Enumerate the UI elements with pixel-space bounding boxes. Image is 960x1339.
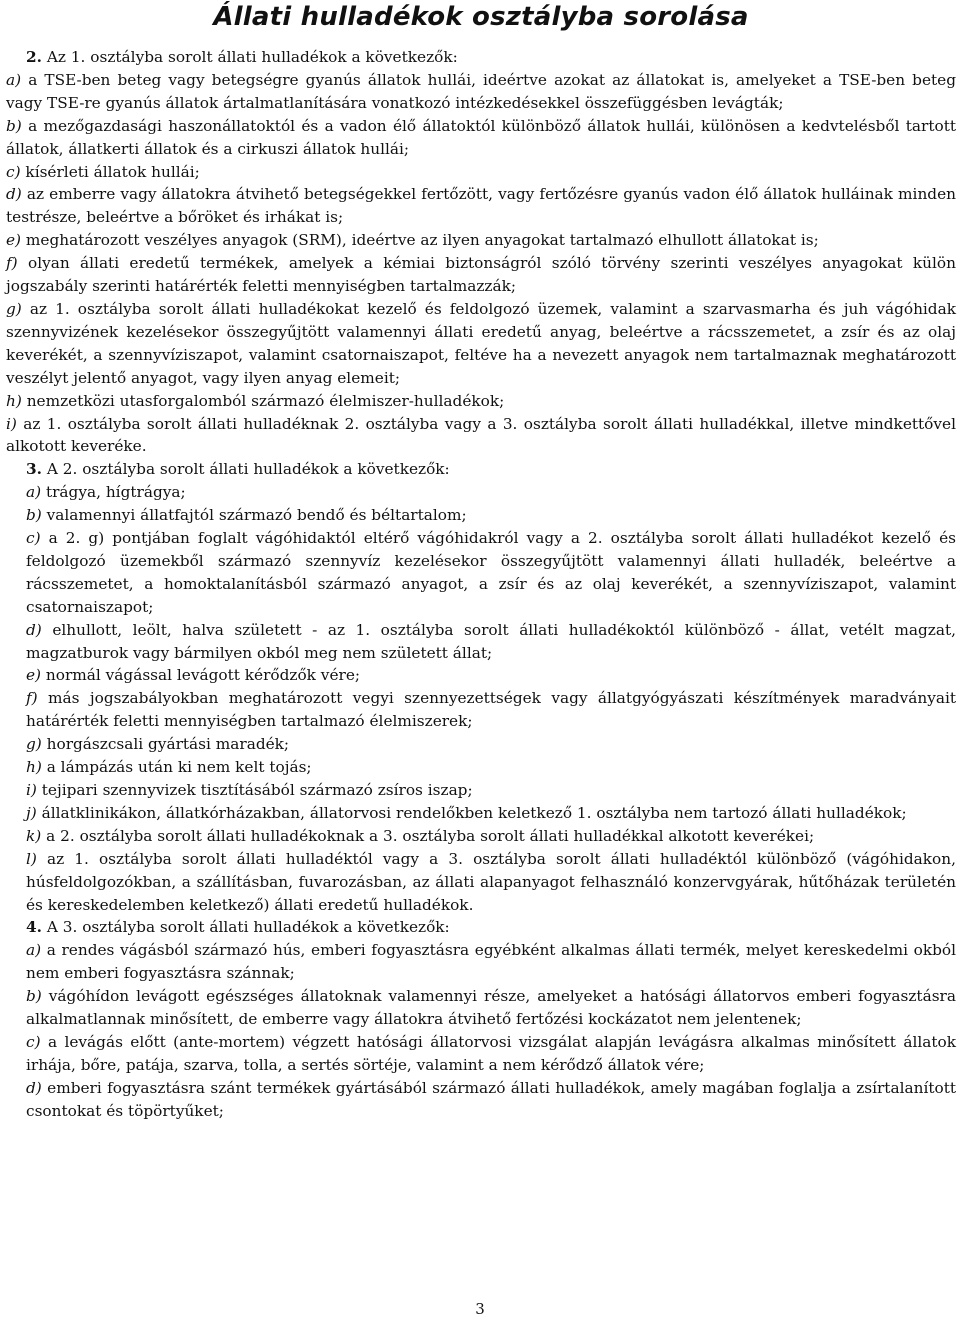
list-item [6,756,956,779]
item-text: vágóhídon levágott egészséges állatoknak valamennyi része, amelyeket a hatósági állatorvos emberi fogyasztásra alkalmatlannak minősített, de emberre vagy állatokra átvihető fertőzési kockázatot nem jelentenek; [26,987,956,1029]
item-label: e) [6,231,22,250]
item-label: c) [26,529,41,548]
item-text: nemzetközi utasforgalomból származó élelmiszer-hulladékok; [26,391,505,410]
item-label: b) [26,987,42,1006]
list-item [6,664,956,687]
item-label: c) [26,1032,41,1051]
list-item [6,413,956,459]
item-text: meghatározott veszélyes anyagok (SRM), ideértve az ilyen anyagokat tartalmazó elhullott állatokat is; [25,231,819,250]
page-title: Állati hulladékok osztályba sorolása [213,2,749,32]
list-item [6,527,956,619]
item-text: a mezőgazdasági haszonállatoktól és a vadon élő állatoktól különböző állatok hullái, különösen a kedvtelésből tartott állatok, állatkerti állatok és a cirkuszi állatok hullái; [6,116,956,158]
item-text: a 2. g) pontjában foglalt vágóhidaktól eltérő vágóhidakról vagy a 2. osztályba sorolt állati hulladékot kezelő és feldolgozó üzemekből származó szennyvíz kezelésekor összegyűjtött valamennyi állati hulladék, beleértve a rácsszemetet, a homoktalanításból származó anyagot, a zsír és az olaj keverékét, a szennyvíziszapot, valamint csatornaiszapot; [26,529,956,616]
item-text: Az 1. osztályba sorolt állati hulladékok a következők: [46,48,458,66]
list-item [6,848,956,917]
item-text: az 1. osztályba sorolt állati hulladéknak 2. osztályba vagy a 3. osztályba sorolt állati hulladékkal, illetve mindkettővel alkotott keveréke. [6,414,956,456]
document-body [6,46,956,1123]
item-label: d) [26,620,42,639]
item-text: az 1. osztályba sorolt állati hulladékokat kezelő és feldolgozó üzemek, valamint a szarvasmarha és juh vágóhidak szennyvizének kezelésekor összegyűjtött valamennyi állati eredetű anyag, beleértve a rácsszemetet, a zsír és az olaj keverékét, a szennyvíziszapot, valamint csatornaiszapot, feltéve ha a nevezett anyagok nem tartalmaznak meghatározott veszélyt jelentő anyagot, vagy ilyen anyag elemeit; [6,299,956,387]
list-item [6,1031,956,1077]
item-label: d) [6,185,22,204]
list-item [6,687,956,733]
list-item [6,390,956,413]
list-item [6,298,956,390]
item-text: A 2. osztályba sorolt állati hulladékok a következők: [46,460,450,479]
list-item [6,252,956,298]
item-text: a TSE-ben beteg vagy betegségre gyanús állatok hullái, ideértve azokat az állatokat is, amelyeket a TSE-ben beteg vagy TSE-re gyanús állatok ártalmatlanítására vonatkozó intézkedésekkel összefüggésben levágták; [6,70,956,112]
item-text: a rendes vágásból származó hús, emberi fogyasztásra egyébként alkalmas állati termék, melyet kereskedelmi okból nem emberi fogyasztásra szánnak; [26,941,956,983]
list-item [6,161,956,184]
section-heading [6,46,956,69]
item-label: i) [6,414,17,433]
item-label: h) [6,391,22,410]
item-text: trágya, hígtrágya; [45,483,186,502]
section-number: 2. [26,48,42,66]
list-item [6,802,956,825]
item-text: tejipari szennyvizek tisztításából származó zsíros iszap; [41,781,473,799]
list-item [6,229,956,252]
item-label: a) [26,941,42,960]
item-label: i) [26,781,37,799]
item-label: a) [6,70,22,89]
item-label: b) [6,116,22,135]
item-text: emberi fogyasztásra szánt termékek gyártásából származó állati hulladékok, amely magában foglalja a zsírtalanított csontokat és töpörtyűket; [26,1078,956,1120]
item-text: az emberre vagy állatokra átvihető betegségekkel fertőzött, vagy fertőzésre gyanús vadon élő állatok hulláinak minden testrésze, beleértve a bőröket és irhákat is; [6,185,956,227]
list-item [6,939,956,985]
item-label: b) [26,506,42,525]
list-item [6,779,956,802]
item-text: olyan állati eredetű termékek, amelyek a kémiai biztonságról szóló törvény szerinti veszélyes anyagokat külön jogszabály szerinti határérték feletti mennyiségben tartalmazzák; [6,254,956,296]
list-item [6,825,956,848]
item-label: c) [6,162,21,181]
item-label: j) [26,803,37,822]
item-text: a 2. osztályba sorolt állati hulladékoknak a 3. osztályba sorolt állati hulladékkal alkotott keverékei; [46,826,815,845]
item-text: a lámpázás után ki nem kelt tojás; [46,758,312,777]
section-heading [6,458,956,481]
item-label: g) [6,299,22,318]
item-label: l) [26,849,37,868]
list-item [6,619,956,665]
item-text: az 1. osztályba sorolt állati hulladéktól vagy a 3. osztályba sorolt állati hulladéktól különböző (vágóhidakon, húsfeldolgozókban, a szállításban, fuvarozásban, az állati alapanyagot felhasználó konzervgyárak, hűtőházak területén és kereskedelemben keletkező) állati eredetű hulladékok. [26,849,956,914]
page-number: 3 [475,1300,485,1318]
item-label: e) [26,666,42,685]
list-item [6,69,956,115]
item-text: elhullott, leölt, halva született - az 1. osztályba sorolt állati hulladékoktól különböző - állat, vetélt magzat, magzatburok vagy bármilyen okból meg nem született állat; [26,620,956,662]
item-label: f) [26,689,38,708]
document-page [6,0,956,1123]
list-item [6,504,956,527]
item-text: horgászcsali gyártási maradék; [46,735,290,754]
item-label: a) [26,483,42,502]
item-text: normál vágással levágott kérődzők vére; [45,666,361,685]
item-text: valamennyi állatfajtól származó bendő és béltartalom; [46,506,467,525]
item-label: f) [6,254,18,273]
list-item [6,1077,956,1123]
item-text: más jogszabályokban meghatározott vegyi szennyezettségek vagy állatgyógyászati készítmények maradványait határérték feletti mennyiségben tartalmazó élelmiszerek; [26,689,956,731]
list-item [6,183,956,229]
item-text: A 3. osztályba sorolt állati hulladékok a következők: [46,918,450,937]
item-text: kísérleti állatok hullái; [25,162,200,181]
item-text: a levágás előtt (ante-mortem) végzett hatósági állatorvosi vizsgálat alapján levágásra alkalmas minősített állatok irhája, bőre, patája, szarva, tolla, a sertés sörtéje, valamint a nem kérődző állatok vére; [26,1032,956,1074]
section-heading [6,916,956,939]
item-label: g) [26,735,42,754]
item-label: k) [26,826,42,845]
list-item [6,481,956,504]
list-item [6,115,956,161]
section-number: 4. [26,918,42,937]
section-number: 3. [26,460,42,479]
list-item [6,985,956,1031]
item-text: állatklinikákon, állatkórházakban, állatorvosi rendelőkben keletkező 1. osztályba nem tartozó állati hulladékok; [41,803,907,822]
list-item [6,733,956,756]
item-label: d) [26,1078,42,1097]
item-label: h) [26,758,42,777]
